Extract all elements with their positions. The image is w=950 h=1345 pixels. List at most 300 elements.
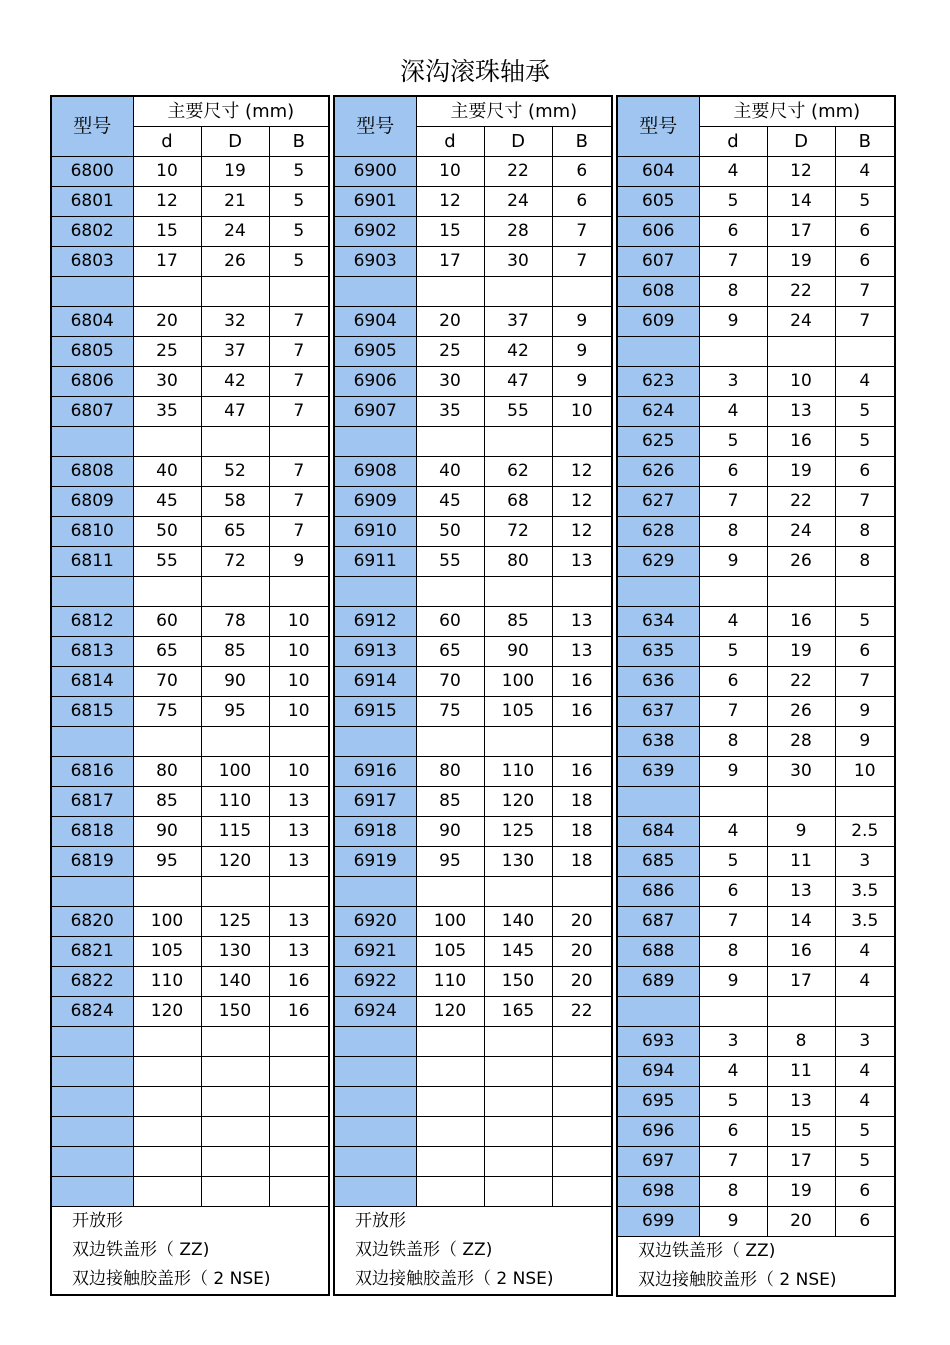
cell-d [133,727,201,757]
cell-d: 110 [416,967,484,997]
cell-b: 16 [552,757,612,787]
cell-outer-d: 28 [484,217,552,247]
cell-d: 100 [416,907,484,937]
cell-outer-d: 65 [201,517,269,547]
cell-d: 4 [699,1057,767,1087]
cell-b [552,427,612,457]
table-row [617,877,895,907]
cell-model: 695 [617,1087,699,1117]
cell-outer-d: 11 [767,847,835,877]
cell-outer-d: 78 [201,607,269,637]
table-row [334,877,612,907]
table-row [334,1177,612,1207]
table-row [334,247,612,277]
cell-outer-d: 14 [767,187,835,217]
cell-outer-d: 22 [767,487,835,517]
cell-b [552,1147,612,1177]
cell-d: 6 [699,877,767,907]
cell-b: 16 [552,697,612,727]
cell-outer-d: 24 [767,517,835,547]
seal-type-note: 双边铁盖形（ ZZ) [51,1236,329,1265]
cell-model: 6800 [51,157,133,187]
cell-b [552,1057,612,1087]
cell-d [133,1027,201,1057]
cell-d: 9 [699,1207,767,1237]
table-row [51,427,329,457]
table-row [51,757,329,787]
cell-model: 689 [617,967,699,997]
cell-model [51,1057,133,1087]
cell-b: 16 [269,967,329,997]
cell-model [334,1117,416,1147]
cell-outer-d: 110 [484,757,552,787]
cell-b: 7 [552,217,612,247]
cell-outer-d: 24 [767,307,835,337]
cell-d: 25 [416,337,484,367]
cell-d: 4 [699,607,767,637]
cell-model [51,1027,133,1057]
cell-d: 7 [699,697,767,727]
cell-b: 2.5 [835,817,895,847]
cell-model: 688 [617,937,699,967]
cell-outer-d: 100 [201,757,269,787]
cell-outer-d: 72 [484,517,552,547]
bearing-table-6xx [616,95,896,1297]
cell-model: 624 [617,397,699,427]
cell-b: 7 [835,667,895,697]
cell-model: 6801 [51,187,133,217]
cell-b: 3 [835,1027,895,1057]
cell-model: 6902 [334,217,416,247]
table-row [51,1087,329,1117]
cell-outer-d: 55 [484,397,552,427]
cell-model: 627 [617,487,699,517]
cell-model: 696 [617,1117,699,1147]
cell-d: 55 [416,547,484,577]
cell-b: 7 [269,337,329,367]
cell-model: 6903 [334,247,416,277]
table-row [334,547,612,577]
table-row [617,997,895,1027]
table-row [334,1027,612,1057]
table-row [334,157,612,187]
cell-model: 637 [617,697,699,727]
cell-outer-d: 17 [767,217,835,247]
table-row [334,367,612,397]
cell-outer-d: 62 [484,457,552,487]
cell-d: 6 [699,1117,767,1147]
table-row [51,157,329,187]
cell-model: 698 [617,1177,699,1207]
cell-outer-d: 17 [767,967,835,997]
cell-outer-d: 8 [767,1027,835,1057]
table-row [334,637,612,667]
seal-type-note: 开放形 [334,1207,612,1237]
cell-outer-d: 20 [767,1207,835,1237]
cell-outer-d: 120 [484,787,552,817]
cell-model: 686 [617,877,699,907]
cell-b: 7 [552,247,612,277]
header-main-dimensions: 主要尺寸 (mm) [133,96,329,127]
cell-outer-d: 19 [767,637,835,667]
cell-model: 6906 [334,367,416,397]
cell-model: 6915 [334,697,416,727]
cell-outer-d [484,1147,552,1177]
cell-outer-d: 24 [201,217,269,247]
cell-d: 7 [699,247,767,277]
cell-d [416,427,484,457]
cell-d: 35 [416,397,484,427]
cell-b: 20 [552,937,612,967]
cell-d: 85 [416,787,484,817]
cell-outer-d [767,787,835,817]
cell-outer-d [484,1027,552,1057]
cell-outer-d: 80 [484,547,552,577]
cell-b [552,1027,612,1057]
cell-b: 10 [269,757,329,787]
cell-b: 6 [552,157,612,187]
header-main-dimensions: 主要尺寸 (mm) [416,96,612,127]
cell-b: 3.5 [835,877,895,907]
cell-model: 6900 [334,157,416,187]
cell-b: 9 [269,547,329,577]
cell-outer-d: 42 [484,337,552,367]
cell-d: 90 [133,817,201,847]
table-row [334,907,612,937]
cell-b: 5 [269,247,329,277]
cell-model: 6805 [51,337,133,367]
cell-outer-d: 58 [201,487,269,517]
cell-outer-d: 32 [201,307,269,337]
cell-d: 110 [133,967,201,997]
cell-d [416,1027,484,1057]
cell-b [552,1117,612,1147]
cell-outer-d: 95 [201,697,269,727]
table-row [51,307,329,337]
cell-d: 5 [699,187,767,217]
cell-model: 6916 [334,757,416,787]
cell-b [269,1147,329,1177]
cell-d: 17 [133,247,201,277]
cell-d: 8 [699,937,767,967]
cell-outer-d: 130 [201,937,269,967]
cell-d: 8 [699,277,767,307]
cell-b: 10 [269,637,329,667]
cell-b [269,1057,329,1087]
table-row [51,517,329,547]
cell-d: 65 [133,637,201,667]
cell-d [416,727,484,757]
table-row [51,997,329,1027]
cell-b: 9 [552,337,612,367]
table-row [617,817,895,847]
cell-outer-d: 115 [201,817,269,847]
cell-b: 9 [835,697,895,727]
cell-model [51,1087,133,1117]
table-row [51,847,329,877]
cell-outer-d: 140 [484,907,552,937]
cell-model: 6809 [51,487,133,517]
cell-outer-d [767,337,835,367]
cell-model: 6912 [334,607,416,637]
table-row [617,517,895,547]
table-row [334,427,612,457]
table-row [51,217,329,247]
cell-outer-d [484,1087,552,1117]
cell-outer-d: 19 [767,247,835,277]
cell-model: 6815 [51,697,133,727]
table-row [334,667,612,697]
cell-d: 5 [699,637,767,667]
table-row [51,1057,329,1087]
cell-outer-d: 130 [484,847,552,877]
cell-b: 8 [835,547,895,577]
header-col-d: d [133,127,201,157]
cell-b: 3 [835,847,895,877]
cell-outer-d: 85 [201,637,269,667]
cell-b [269,727,329,757]
cell-d: 60 [133,607,201,637]
cell-model: 697 [617,1147,699,1177]
cell-b: 13 [552,547,612,577]
cell-model [617,337,699,367]
header-model: 型号 [51,96,133,157]
table-row [334,457,612,487]
cell-d: 30 [133,367,201,397]
cell-outer-d: 28 [767,727,835,757]
cell-d: 12 [133,187,201,217]
cell-model [334,1147,416,1177]
cell-outer-d [767,577,835,607]
seal-type-note: 双边接触胶盖形（ 2 NSE) [334,1265,612,1295]
table-row [51,1027,329,1057]
cell-outer-d: 22 [767,277,835,307]
bearing-table-68xx [50,95,330,1296]
cell-b: 7 [269,397,329,427]
cell-d [416,1177,484,1207]
cell-d [133,277,201,307]
cell-b: 4 [835,1087,895,1117]
cell-outer-d: 9 [767,817,835,847]
cell-b: 6 [835,637,895,667]
table-row [51,937,329,967]
cell-model [51,1117,133,1147]
cell-outer-d: 22 [484,157,552,187]
table-row [51,457,329,487]
cell-model [51,427,133,457]
cell-b: 5 [835,427,895,457]
cell-outer-d [484,1117,552,1147]
cell-d: 15 [133,217,201,247]
cell-d: 35 [133,397,201,427]
cell-d: 70 [133,667,201,697]
table-row [51,697,329,727]
header-col-b: B [269,127,329,157]
cell-outer-d: 16 [767,607,835,637]
cell-b: 10 [552,397,612,427]
cell-outer-d: 16 [767,427,835,457]
cell-b: 5 [269,187,329,217]
header-col-outer-d: D [767,127,835,157]
cell-d [133,1057,201,1087]
cell-d: 9 [699,307,767,337]
table-row [51,547,329,577]
cell-model: 628 [617,517,699,547]
cell-model: 6820 [51,907,133,937]
table-row [334,967,612,997]
table-row [51,1177,329,1207]
spec-table [50,95,330,1296]
cell-b: 18 [552,817,612,847]
seal-type-note: 双边接触胶盖形（ 2 NSE) [617,1266,895,1296]
cell-model: 6913 [334,637,416,667]
header-col-b: B [552,127,612,157]
cell-model: 6914 [334,667,416,697]
table-row [617,667,895,697]
cell-outer-d: 13 [767,877,835,907]
cell-outer-d [201,1087,269,1117]
cell-d [699,577,767,607]
cell-b: 4 [835,157,895,187]
table-row [617,217,895,247]
cell-d: 95 [133,847,201,877]
cell-b: 10 [269,667,329,697]
cell-outer-d [201,277,269,307]
table-row [334,757,612,787]
cell-b [269,1117,329,1147]
table-row [617,1087,895,1117]
cell-outer-d [484,277,552,307]
cell-d: 7 [699,487,767,517]
spec-table [616,95,896,1297]
cell-outer-d: 90 [201,667,269,697]
seal-type-note: 双边铁盖形（ ZZ) [617,1237,895,1267]
cell-model [334,1177,416,1207]
cell-d: 40 [416,457,484,487]
cell-d: 100 [133,907,201,937]
cell-outer-d: 42 [201,367,269,397]
table-row [334,787,612,817]
table-row [51,487,329,517]
cell-outer-d [484,577,552,607]
cell-d [416,1147,484,1177]
cell-d: 6 [699,667,767,697]
cell-d: 105 [133,937,201,967]
cell-b: 5 [835,187,895,217]
seal-type-note: 双边接触胶盖形（ 2 NSE) [51,1265,329,1295]
cell-model: 6910 [334,517,416,547]
cell-model [51,277,133,307]
cell-d: 5 [699,427,767,457]
cell-d: 5 [699,847,767,877]
cell-b: 5 [835,1117,895,1147]
cell-outer-d: 17 [767,1147,835,1177]
cell-b [552,277,612,307]
cell-model: 6909 [334,487,416,517]
cell-b [269,277,329,307]
cell-b: 7 [835,487,895,517]
cell-outer-d: 110 [201,787,269,817]
table-row [617,847,895,877]
cell-model: 6905 [334,337,416,367]
cell-d [699,997,767,1027]
cell-b: 10 [269,697,329,727]
cell-outer-d: 13 [767,1087,835,1117]
cell-model: 6920 [334,907,416,937]
cell-outer-d: 12 [767,157,835,187]
cell-model [334,1087,416,1117]
cell-b [835,997,895,1027]
cell-outer-d [484,1177,552,1207]
cell-d: 50 [133,517,201,547]
cell-model: 6924 [334,997,416,1027]
cell-outer-d: 150 [201,997,269,1027]
cell-model: 6911 [334,547,416,577]
table-row [617,307,895,337]
cell-d: 4 [699,157,767,187]
table-row [617,907,895,937]
cell-d [416,1087,484,1117]
table-row [51,727,329,757]
cell-b: 16 [552,667,612,697]
cell-outer-d: 37 [201,337,269,367]
cell-b: 6 [835,457,895,487]
cell-d: 9 [699,757,767,787]
cell-model: 636 [617,667,699,697]
cell-d: 40 [133,457,201,487]
cell-outer-d: 24 [484,187,552,217]
table-row [51,667,329,697]
cell-d: 65 [416,637,484,667]
cell-d: 9 [699,967,767,997]
cell-b: 13 [269,817,329,847]
header-col-b: B [835,127,895,157]
cell-model: 6810 [51,517,133,547]
cell-b: 3.5 [835,907,895,937]
cell-d: 20 [416,307,484,337]
cell-d: 45 [416,487,484,517]
cell-d: 10 [133,157,201,187]
cell-d: 50 [416,517,484,547]
cell-d: 120 [133,997,201,1027]
cell-model: 634 [617,607,699,637]
cell-d [416,1117,484,1147]
seal-type-note: 开放形 [51,1207,329,1237]
cell-d: 6 [699,457,767,487]
cell-d: 105 [416,937,484,967]
cell-outer-d: 47 [201,397,269,427]
cell-b: 13 [269,847,329,877]
cell-outer-d [201,1057,269,1087]
cell-model: 6803 [51,247,133,277]
cell-b: 6 [835,1207,895,1237]
cell-d: 90 [416,817,484,847]
cell-d [416,1057,484,1087]
cell-b [835,337,895,367]
cell-model: 6816 [51,757,133,787]
cell-model: 604 [617,157,699,187]
cell-b: 6 [835,217,895,247]
cell-model: 6808 [51,457,133,487]
cell-d: 80 [133,757,201,787]
table-row [617,787,895,817]
cell-model: 625 [617,427,699,457]
cell-b: 7 [835,307,895,337]
table-row [617,607,895,637]
table-row [334,817,612,847]
cell-outer-d: 105 [484,697,552,727]
cell-model [334,877,416,907]
